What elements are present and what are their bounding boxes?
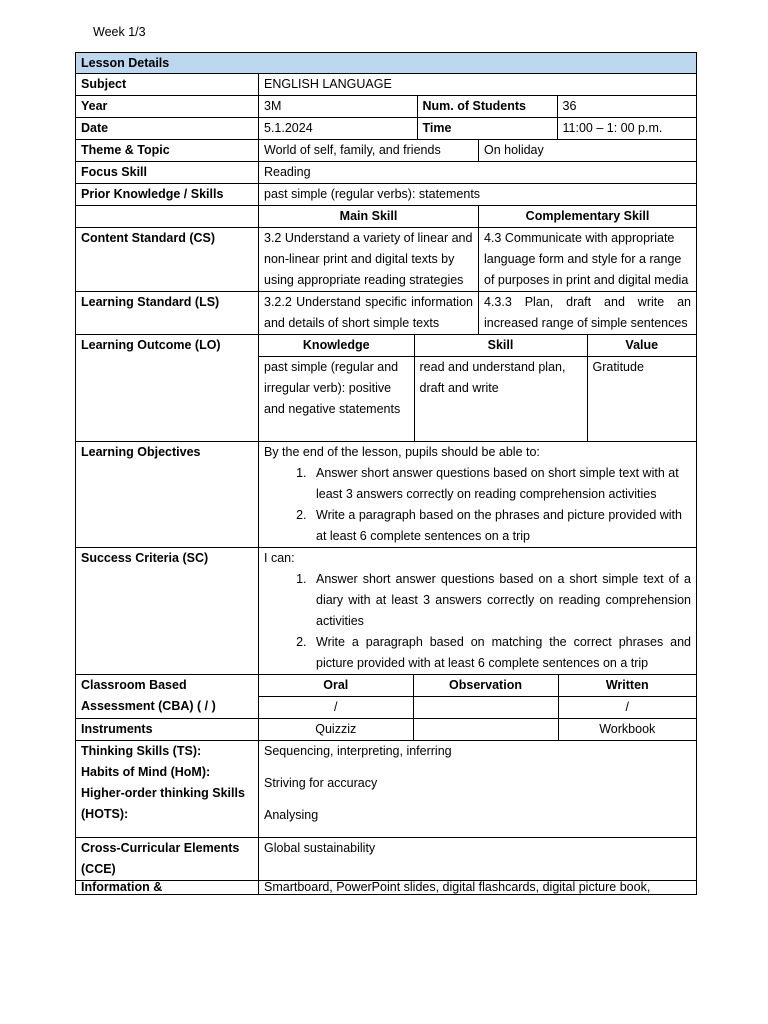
instruments-row — [76, 719, 697, 741]
instruments-label: Instruments — [76, 719, 259, 741]
objectives-intro: By the end of the lesson, pupils should be able to: — [264, 445, 540, 459]
year-value: 3M — [264, 99, 282, 113]
cce-value: Global sustainability — [259, 838, 697, 881]
cba-oral-mark: / — [259, 697, 413, 719]
ls-main: 3.2.2 Understand specific information and details of short simple texts — [259, 292, 479, 335]
learning-outcome-row — [76, 335, 697, 442]
subject-label: Subject — [76, 74, 259, 96]
sc-intro: I can: — [264, 551, 295, 565]
lo-label: Learning Outcome (LO) — [76, 335, 259, 442]
students-label: Num. of Students — [417, 96, 557, 117]
year-row — [76, 96, 697, 118]
focus-value: Reading — [259, 162, 697, 184]
instrument-oral: Quizziz — [315, 722, 357, 736]
ts-label: Thinking Skills (TS): — [81, 744, 202, 758]
students-value: 36 — [557, 96, 696, 117]
complementary-skill-heading: Complementary Skill — [479, 206, 697, 228]
focus-label: Focus Skill — [76, 162, 259, 184]
date-row — [76, 118, 697, 140]
objective-item: 1. Answer short answer questions based on short simple text with at least 3 answers correctly on reading comprehension activities — [310, 463, 691, 505]
sc-content — [259, 548, 697, 675]
cba-observation-mark — [413, 697, 558, 719]
objective-item: 2. Write a paragraph based on the phrases and picture provided with at least 6 complete sentences on a trip — [310, 505, 691, 547]
instrument-observation — [413, 719, 558, 740]
date-cells — [259, 118, 697, 140]
time-label: Time — [417, 118, 557, 139]
date-value: 5.1.2024 — [264, 121, 313, 135]
main-skill-heading: Main Skill — [259, 206, 479, 228]
lesson-plan-table — [75, 52, 697, 895]
skills-header-row — [76, 206, 697, 228]
objectives-row — [76, 442, 697, 548]
objectives-content — [259, 442, 697, 548]
cba-cells — [259, 675, 697, 719]
lo-skill: read and understand plan, draft and write — [414, 357, 587, 442]
prior-label: Prior Knowledge / Skills — [76, 184, 259, 206]
topic-value: On holiday — [479, 140, 697, 162]
cba-written-mark: / — [558, 697, 696, 719]
cce-label: Cross-Curricular Elements (CCE) — [76, 838, 259, 881]
year-label: Year — [76, 96, 259, 118]
ts-value: Sequencing, interpreting, inferring — [264, 744, 452, 758]
hots-value: Analysing — [264, 808, 319, 822]
sc-label: Success Criteria (SC) — [76, 548, 259, 675]
ict-row — [76, 881, 697, 895]
cba-written-heading: Written — [558, 675, 696, 697]
skills-header-blank — [76, 206, 259, 228]
objectives-label: Learning Objectives — [76, 442, 259, 548]
week-label: Week 1/3 — [93, 25, 146, 39]
cba-label: Classroom Based Assessment (CBA) ( / ) — [76, 675, 259, 719]
sc-list — [264, 569, 691, 674]
focus-row — [76, 162, 697, 184]
cba-oral-heading: Oral — [323, 678, 349, 692]
prior-row — [76, 184, 697, 206]
cba-row — [76, 675, 697, 719]
lo-knowledge: past simple (regular and irregular verb): positive and negative statements — [259, 357, 414, 442]
theme-value: World of self, family, and friends — [259, 140, 479, 162]
cs-main: 3.2 Understand a variety of linear and non-linear print and digital texts by using appropriate reading strategies — [259, 228, 479, 292]
subject-value: ENGLISH LANGUAGE — [259, 74, 697, 96]
ict-value: Smartboard, PowerPoint slides, digital flashcards, digital picture book, — [259, 881, 697, 895]
content-standard-row — [76, 228, 697, 292]
instruments-cells — [259, 719, 697, 741]
year-cells — [259, 96, 697, 118]
theme-label: Theme & Topic — [76, 140, 259, 162]
sc-item: 2. Write a paragraph based on matching the correct phrases and picture provided with at least 6 complete sentences on a trip — [310, 632, 691, 674]
success-criteria-row — [76, 548, 697, 675]
learning-standard-row — [76, 292, 697, 335]
lo-cells — [259, 335, 697, 442]
instrument-written: Workbook — [558, 719, 696, 740]
lo-value-heading: Value — [587, 335, 696, 357]
prior-value: past simple (regular verbs): statements — [259, 184, 697, 206]
theme-row — [76, 140, 697, 162]
sc-item: 1. Answer short answer questions based on a short simple text of a diary with at least 3 answers correctly on reading comprehension activities — [310, 569, 691, 632]
lesson-details-heading: Lesson Details — [76, 53, 697, 74]
date-label: Date — [76, 118, 259, 140]
hom-label: Habits of Mind (HoM): — [81, 765, 211, 779]
lo-skill-heading: Skill — [414, 335, 587, 357]
ict-label: Information & — [76, 881, 259, 895]
time-value: 11:00 – 1: 00 p.m. — [557, 118, 696, 139]
cs-complementary: 4.3 Communicate with appropriate language form and style for a range of purposes in print and digital media — [479, 228, 697, 292]
cba-observation-heading: Observation — [413, 675, 558, 697]
thinking-values — [259, 741, 697, 838]
cce-row — [76, 838, 697, 881]
hots-label: Higher-order thinking Skills (HOTS): — [81, 786, 245, 821]
hom-value: Striving for accuracy — [264, 776, 378, 790]
objectives-list — [264, 463, 691, 547]
lesson-details-header-row — [76, 53, 697, 74]
ls-label: Learning Standard (LS) — [76, 292, 259, 335]
ls-complementary: 4.3.3 Plan, draft and write an increased range of simple sentences — [479, 292, 697, 335]
subject-row — [76, 74, 697, 96]
lo-value: Gratitude — [587, 357, 696, 442]
lo-knowledge-heading: Knowledge — [302, 338, 370, 352]
thinking-labels — [76, 741, 259, 838]
cs-label: Content Standard (CS) — [76, 228, 259, 292]
thinking-skills-row — [76, 741, 697, 838]
